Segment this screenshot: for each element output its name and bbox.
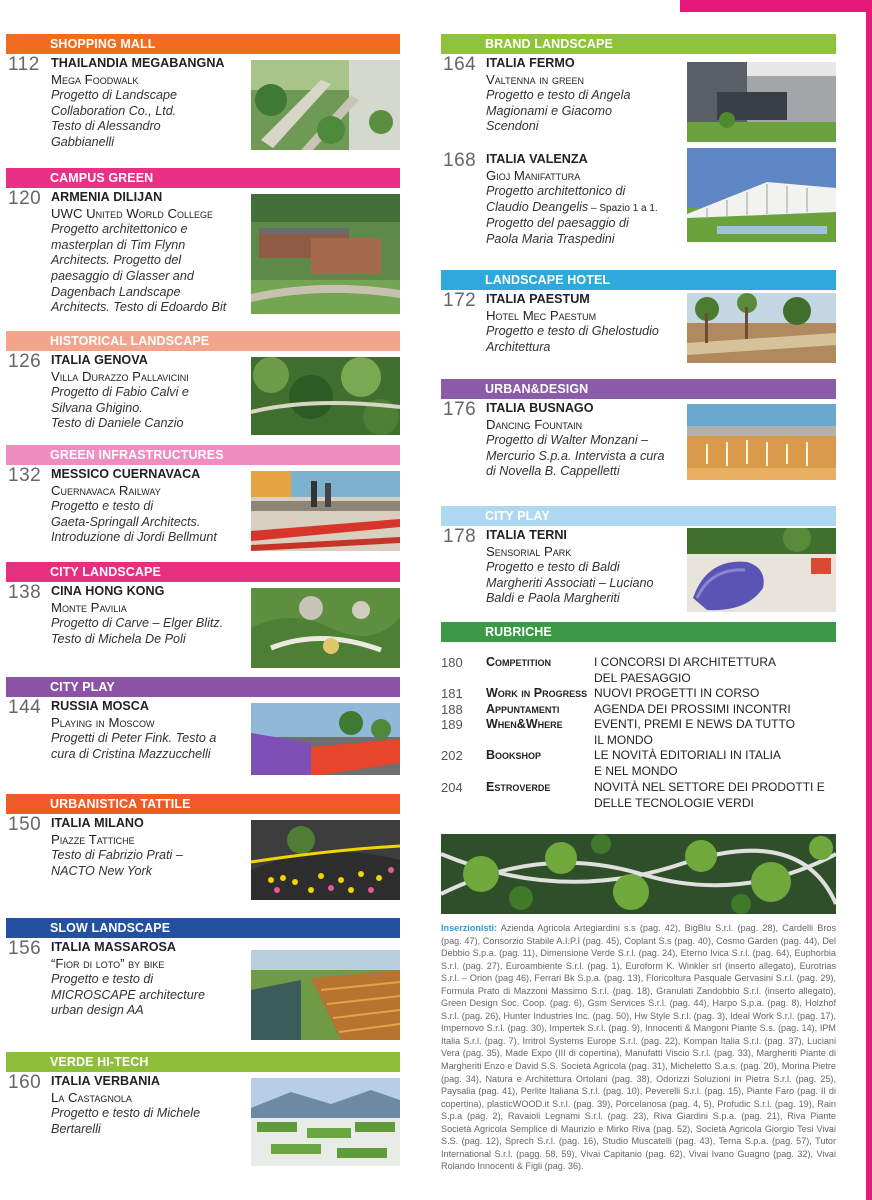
article-entry[interactable] <box>6 188 400 331</box>
rubrica-description <box>594 780 836 811</box>
credit-line: Testo di Alessandro <box>51 119 161 134</box>
section-bar-green-infrastructures: GREEN INFRASTRUCTURES <box>6 445 400 465</box>
section-bar-landscape-hotel: LANDSCAPE HOTEL <box>441 270 836 290</box>
factory-building-image <box>687 62 836 142</box>
rubrica-name: Bookshop <box>486 748 542 762</box>
credit-line: Baldi e Paola Margheriti <box>486 591 620 606</box>
credit-line: Progetto del paesaggio di <box>486 216 629 231</box>
article-subtitle: “Fior di loto” by bike <box>51 955 165 971</box>
credit-line: Progetti di Peter Fink. Testo a <box>51 731 217 746</box>
section-bar-verde-hi-tech: VERDE HI-TECH <box>6 1052 400 1072</box>
page-number: 112 <box>8 54 40 75</box>
rubrica-description-line: DELLE TECNOLOGIE VERDI <box>594 795 754 810</box>
article-text <box>486 56 681 135</box>
country: ITALIA <box>486 528 526 542</box>
rubrica-description-line: E NEL MONDO <box>594 763 678 778</box>
city: FERMO <box>529 56 575 70</box>
page-number: 156 <box>8 938 42 959</box>
campus-buildings-image <box>251 194 400 314</box>
article-text <box>486 528 706 607</box>
rubrica-description <box>594 748 836 779</box>
page-number: 202 <box>441 748 463 763</box>
article-text <box>486 401 706 480</box>
country: RUSSIA <box>51 699 99 713</box>
credit-line: Gaeta-Springall Architects. <box>51 514 201 529</box>
article-text <box>51 699 246 762</box>
sensorial-park-image <box>687 528 836 612</box>
left-column <box>6 34 400 1172</box>
credit-line: Progetto di Carve – Elger Blitz. <box>51 616 224 631</box>
credit-line: Testo di Michela De Poli <box>51 631 186 646</box>
credit-line: Silvana Ghigino. <box>51 400 143 415</box>
article-subtitle: Dancing Fountain <box>486 416 583 432</box>
city: MEGABANGNA <box>131 56 225 70</box>
greenery-stairs-image <box>251 60 400 150</box>
credit-line: di Novella B. Cappelletti <box>486 464 620 479</box>
white-roof-building-image <box>687 148 836 242</box>
credit-line: Testo di Fabrizio Prati – <box>51 848 183 863</box>
page-number: 126 <box>8 351 42 372</box>
city: DILIJAN <box>113 190 163 204</box>
credit-line: urban design AA <box>51 1003 144 1018</box>
rubrica-name: Work in Progress <box>486 686 588 700</box>
page-number: 132 <box>8 465 42 486</box>
credit-note: – Spazio 1 a 1. <box>588 202 658 214</box>
article-text <box>51 584 246 647</box>
article-entry[interactable] <box>6 1072 400 1172</box>
section-bar-historical-landscape: HISTORICAL LANDSCAPE <box>6 331 400 351</box>
fountain-image <box>687 404 836 480</box>
article-subtitle: Mega Foodwalk <box>51 71 139 87</box>
green-roofs-image <box>251 1078 400 1166</box>
aerial-garden-image <box>441 834 836 914</box>
country: ITALIA <box>51 816 91 830</box>
credit-line: MICROSCAPE architecture <box>51 987 205 1002</box>
credit-line: Gabbianelli <box>51 134 115 149</box>
rubrica-description-line: AGENDA DEI PROSSIMI INCONTRI <box>594 702 791 716</box>
article-text <box>51 940 246 1019</box>
rubrica-description-line: NUOVI PROGETTI IN CORSO <box>594 686 760 700</box>
colorful-playground-image <box>251 703 400 775</box>
article-subtitle: Gioj Manifattura <box>486 167 581 183</box>
section-bar-brand-landscape: BRAND LANDSCAPE <box>441 34 836 54</box>
article-text <box>51 353 246 432</box>
railway-people-image <box>251 471 400 551</box>
article-subtitle: Cuernavaca Railway <box>51 482 161 498</box>
credit-line: Mercurio S.p.a. Intervista a cura <box>486 448 665 463</box>
credit-line: Introduzione di Jordi Bellmunt <box>51 530 217 545</box>
article-text <box>51 467 251 546</box>
city: CUERNAVACA <box>112 467 201 481</box>
credit-line: Magionami e Giacomo <box>486 103 612 118</box>
country: ITALIA <box>486 292 526 306</box>
credit-line: Progetto e testo di Baldi <box>486 560 620 575</box>
country: ITALIA <box>51 353 91 367</box>
page-number: 150 <box>8 814 42 835</box>
credit-line: masterplan di Tim Flynn <box>51 237 186 252</box>
rubrica-name: Competition <box>486 655 552 669</box>
magenta-corner-strip <box>680 0 872 12</box>
article-entry[interactable] <box>441 150 836 270</box>
credit-line: Dagenbach Landscape <box>51 284 181 299</box>
article-entry[interactable] <box>6 465 400 562</box>
article-text <box>486 292 696 355</box>
article-entry[interactable] <box>6 582 400 677</box>
article-subtitle: Villa Durazzo Pallavicini <box>51 368 189 384</box>
page-number: 172 <box>443 290 477 311</box>
country: ARMENIA <box>51 190 110 204</box>
city: VERBANIA <box>94 1074 160 1088</box>
rubrica-description-line: NOVITÀ NEL SETTORE DEI PRODOTTI E <box>594 780 825 794</box>
dotted-square-image <box>251 820 400 900</box>
article-text <box>51 56 246 151</box>
article-entry[interactable] <box>6 54 400 168</box>
page-number: 160 <box>8 1072 42 1093</box>
article-subtitle: Playing in Moscow <box>51 714 155 730</box>
advertisers-text: Azienda Agricola Artegiardini s.s (pag. 42), BigBlu S.r.l. (pag. 28), Cardelli Bros (pag. 47), Consorzio Stabile A.I.P.I (pag. 45), Coplant S.s (pag. 40), Cosmo Garden (pag. 44), Del Debbio S.p.a. (pag. 11), Dimensione Verde S.r.l. (pag. 24), Eterno Ivica S.r.l. (pag. 64), Euphorbia S.r.l. (pag. 27), Euroambiente S.r.l. (pag. 1), Euroform K. Winkler srl (inserto allegato), Eurotrias S.r.l. – Orion (pag 46), Ferrari Bk S.p.a. (pag. 13), Floricoltura Pasquale Gervasini S.r.l. (pag. 29), Formula Prato di Mazzoni Massimo S.r.l. (pag. 18), Granulati Zandobbio S.r.l. (inserto allegato), Green Design Soc. Coop. (pag. 6), Gsm Services S.r.l. (pag. 44), Harpo S.p.a. (pag. 8), Holzhof S.r.l. (pag. 26), Hunter Industries Inc. (pag. 50), Hw Style S.r.l. (pag. 3), Ideal Work S.r.l. (pag. 17), Impernovo S.r.l. (pag. 30), Impertek S.r.l. (pag. 9), Innocenti & Mangoni Piante S.s. (pag. 14), IPM Italia S.r.l. (pag. 7), Irritrol Systems Europe S.r.l. (pag. 22), Kompan Italia S.r.l. (pag. 37), Luciani Vera (pag. 35), Made Expo (III di copertina), Manufatti Viscio S.r.l. (pag. 33), Margheriti Piante di Margheriti Enzo e David S.S. Società Agricola (pag. 31), Micheletto S.a.s. (pag. 20), Morina Pietre (pag. 34), Natura e Architettura Ortolani (pag. 38), Odorizzi Soluzioni in Pietra S.r.l. (pag. 25), Paysalia (pag. 41), Perlite Italiana S.r.l. (pag. 10), Peverelli S.r.l. (pag. 15), Piante Faro (pag. II di copertina), plasticWOOD.it S.r.l. (pag. 39), Porcelanosa (pag. 4, 5), Profudic S.r.l. (pag. 19), Rain S.p.a (pag. 2), Ravaioli Legnami S.r.l. (pag. 23), Riva Giardini S.p.a. (pag. 21), Riva Piante Società Agricola Semplice di Maurizio e Mirko Riva (pag. 52), Società Agricola Giorgio Tesi Vivai S.S. (pag. 12), Sprech S.r.l. (pag. 16), Studio Muscatelli (pag. 43), Terna S.p.a. (pag. 57), Tutor International S.r.l. (pagg. 58, 59), Vivai Capitanio (pag. 62), Vivai Ivano Guagno (pag. 32), Vivai Rolando Innocenti & Figli (pag. 36). <box>441 923 836 1172</box>
page-number: 120 <box>8 188 42 209</box>
country: ITALIA <box>486 56 526 70</box>
credit-line: Progetto e testo di Michele <box>51 1106 201 1121</box>
country: ITALIA <box>51 1074 91 1088</box>
rubrica-description-line: IL MONDO <box>594 732 653 747</box>
credit-line: NACTO New York <box>51 863 153 878</box>
rubrica-description <box>594 686 836 702</box>
article-subtitle: La Castagnola <box>51 1089 132 1105</box>
rubrica-description <box>594 717 836 748</box>
park-trees-image <box>251 357 400 435</box>
credit-line: Progetto e testo di Ghelostudio <box>486 324 659 339</box>
article-subtitle: Sensorial Park <box>486 543 572 559</box>
article-subtitle: Hotel Mec Paestum <box>486 307 597 323</box>
advertisers-list <box>441 922 836 1173</box>
credit-line: cura di Cristina Mazzucchelli <box>51 746 211 761</box>
rubrica-description-line: DEL PAESAGGIO <box>594 670 691 685</box>
rubrica-description-line: I CONCORSI DI ARCHITETTURA <box>594 655 777 669</box>
article-entry[interactable] <box>441 526 836 622</box>
credit-line: Progetto di Landscape <box>51 88 178 103</box>
city: VALENZA <box>529 152 588 166</box>
credit-line: Progetto e testo di Angela <box>486 88 631 103</box>
rubrica-description-line: EVENTI, PREMI E NEWS DA TUTTO <box>594 717 795 731</box>
credit-line: Progetto e testo di <box>51 972 154 987</box>
playground-image <box>251 588 400 668</box>
magenta-edge-strip <box>866 0 872 1200</box>
page-number: 138 <box>8 582 42 603</box>
country: ITALIA <box>51 940 91 954</box>
article-entry[interactable] <box>441 54 836 150</box>
page-number: 188 <box>441 702 463 717</box>
page-number: 189 <box>441 717 463 732</box>
city: PAESTUM <box>529 292 590 306</box>
credit-line: Bertarelli <box>51 1121 101 1136</box>
rubrica-name: Appuntamenti <box>486 702 560 716</box>
article-subtitle: Valtenna in green <box>486 71 584 87</box>
advertisers-label: Inserzionisti: <box>441 923 498 933</box>
section-bar-city-play-right: CITY PLAY <box>441 506 836 526</box>
article-entry[interactable] <box>6 697 400 794</box>
article-text <box>51 816 246 879</box>
rubrica-name: When&Where <box>486 717 563 731</box>
rubrica-description <box>594 655 836 686</box>
credit-line: paesaggio di Glasser and <box>51 268 194 283</box>
country: ITALIA <box>486 401 526 415</box>
page-number: 204 <box>441 780 463 795</box>
page-number: 144 <box>8 697 42 718</box>
rubriche-list <box>441 642 836 810</box>
palm-garden-image <box>687 293 836 363</box>
city: MILANO <box>94 816 144 830</box>
page-number: 181 <box>441 686 463 701</box>
credit-line: Architettura <box>486 339 551 354</box>
section-bar-campus-green: CAMPUS GREEN <box>6 168 400 188</box>
city: HONG KONG <box>85 584 165 598</box>
credit-line: Claudio Deangelis <box>486 199 589 214</box>
section-bar-urbanistica-tattile: URBANISTICA TATTILE <box>6 794 400 814</box>
credit-line: Collaboration Co., Ltd. <box>51 103 177 118</box>
article-subtitle: UWC United World College <box>51 205 214 221</box>
article-subtitle: Monte Pavilia <box>51 599 127 615</box>
article-entry[interactable] <box>6 351 400 445</box>
credit-line: Margheriti Associati – Luciano <box>486 575 654 590</box>
article-entry[interactable] <box>6 938 400 1052</box>
page-number: 180 <box>441 655 463 670</box>
section-bar-city-play: CITY PLAY <box>6 677 400 697</box>
credit-line: Scendoni <box>486 119 539 134</box>
rubrica-name: Estroverde <box>486 780 551 794</box>
page-number: 168 <box>443 150 477 171</box>
credit-line: Progetto architettonico di <box>486 184 626 199</box>
country: CINA <box>51 584 82 598</box>
rubrica-description <box>594 702 836 718</box>
section-bar-urban-design: URBAN&DESIGN <box>441 379 836 399</box>
article-subtitle: Piazze Tattiche <box>51 831 135 847</box>
article-entry[interactable] <box>441 290 836 379</box>
rubrica-description-line: LE NOVITÀ EDITORIALI IN ITALIA <box>594 748 781 762</box>
city: MASSAROSA <box>94 940 177 954</box>
credit-line: Testo di Daniele Canzio <box>51 416 184 431</box>
boardwalk-image <box>251 950 400 1040</box>
section-bar-slow-landscape: SLOW LANDSCAPE <box>6 918 400 938</box>
section-bar-rubriche: RUBRICHE <box>441 622 836 642</box>
credit-line: Architects. Progetto del <box>51 253 182 268</box>
page-number: 178 <box>443 526 477 547</box>
credit-line: Progetto di Fabio Calvi e <box>51 385 189 400</box>
article-entry[interactable] <box>441 399 836 506</box>
country: THAILANDIA <box>51 56 128 70</box>
city: MOSCA <box>102 699 149 713</box>
credit-line: Architects. Testo di Edoardo Bit <box>51 300 227 315</box>
credit-line: Progetto di Walter Monzani – <box>486 433 649 448</box>
section-bar-city-landscape: CITY LANDSCAPE <box>6 562 400 582</box>
article-text <box>51 190 251 316</box>
credit-line: Progetto architettonico e <box>51 222 188 237</box>
article-entry[interactable] <box>6 814 400 918</box>
country: ITALIA <box>486 152 526 166</box>
right-column <box>441 34 836 810</box>
page-number: 164 <box>443 54 477 75</box>
city: BUSNAGO <box>529 401 594 415</box>
page-number: 176 <box>443 399 477 420</box>
section-bar-shopping-mall: SHOPPING MALL <box>6 34 400 54</box>
city: GENOVA <box>94 353 148 367</box>
city: TERNI <box>529 528 567 542</box>
article-text <box>51 1074 246 1137</box>
credit-line: Paola Maria Traspedini <box>486 231 615 246</box>
country: MESSICO <box>51 467 110 481</box>
credit-line: Progetto e testo di <box>51 499 154 514</box>
